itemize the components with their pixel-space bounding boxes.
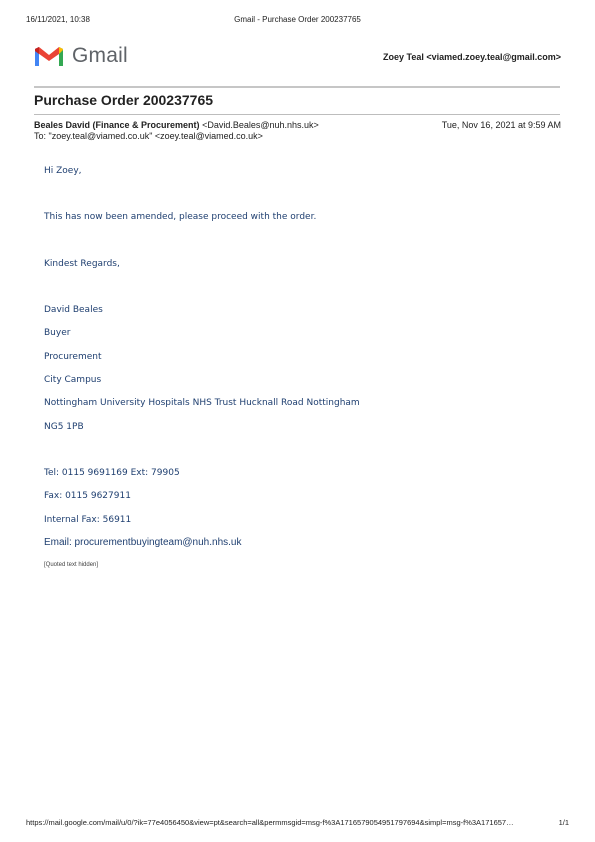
recipient-line: To: "zoey.teal@viamed.co.uk" <zoey.teal@viamed.co.uk>: [34, 131, 263, 141]
gmail-wordmark: Gmail: [72, 44, 128, 67]
signature-postcode: NG5 1PB: [44, 422, 84, 432]
signature-internal-fax: Internal Fax: 56911: [44, 515, 132, 525]
sender-email: <David.Beales@nuh.nhs.uk>: [202, 120, 319, 130]
body-text: This has now been amended, please proceed with the order.: [44, 212, 317, 222]
signature-fax: Fax: 0115 9627911: [44, 491, 131, 501]
message-date: Tue, Nov 16, 2021 at 9:59 AM: [441, 120, 561, 130]
subject-divider: [34, 114, 560, 115]
quoted-text-toggle[interactable]: [Quoted text hidden]: [44, 562, 99, 568]
gmail-logo-icon: [34, 44, 64, 68]
signature-tel: Tel: 0115 9691169 Ext: 79905: [44, 468, 180, 478]
signature-name: David Beales: [44, 305, 103, 315]
signature-role: Buyer: [44, 328, 71, 338]
signature-address: Nottingham University Hospitals NHS Trust Hucknall Road Nottingham: [44, 398, 360, 408]
print-url: https://mail.google.com/mail/u/0/?ik=77e4056450&view=pt&search=all&permmsgid=msg-f%3A1716579054951797694&simpl=msg-f%3A171657…: [26, 818, 514, 827]
signature-email[interactable]: Email: procurementbuyingteam@nuh.nhs.uk: [44, 537, 242, 548]
header-divider: [34, 86, 560, 88]
signature-dept: Procurement: [44, 352, 102, 362]
message-subject: Purchase Order 200237765: [34, 92, 214, 108]
body-signoff: Kindest Regards,: [44, 259, 120, 269]
print-datetime: 16/11/2021, 10:38: [26, 15, 90, 24]
print-page-number: 1/1: [558, 818, 569, 827]
sender-line: [34, 120, 319, 130]
print-page-title: Gmail - Purchase Order 200237765: [234, 15, 361, 24]
signature-campus: City Campus: [44, 375, 102, 385]
sender-name: Beales David (Finance & Procurement): [34, 120, 200, 130]
account-label: Zoey Teal <viamed.zoey.teal@gmail.com>: [382, 52, 561, 62]
body-greeting: Hi Zoey,: [44, 166, 82, 176]
